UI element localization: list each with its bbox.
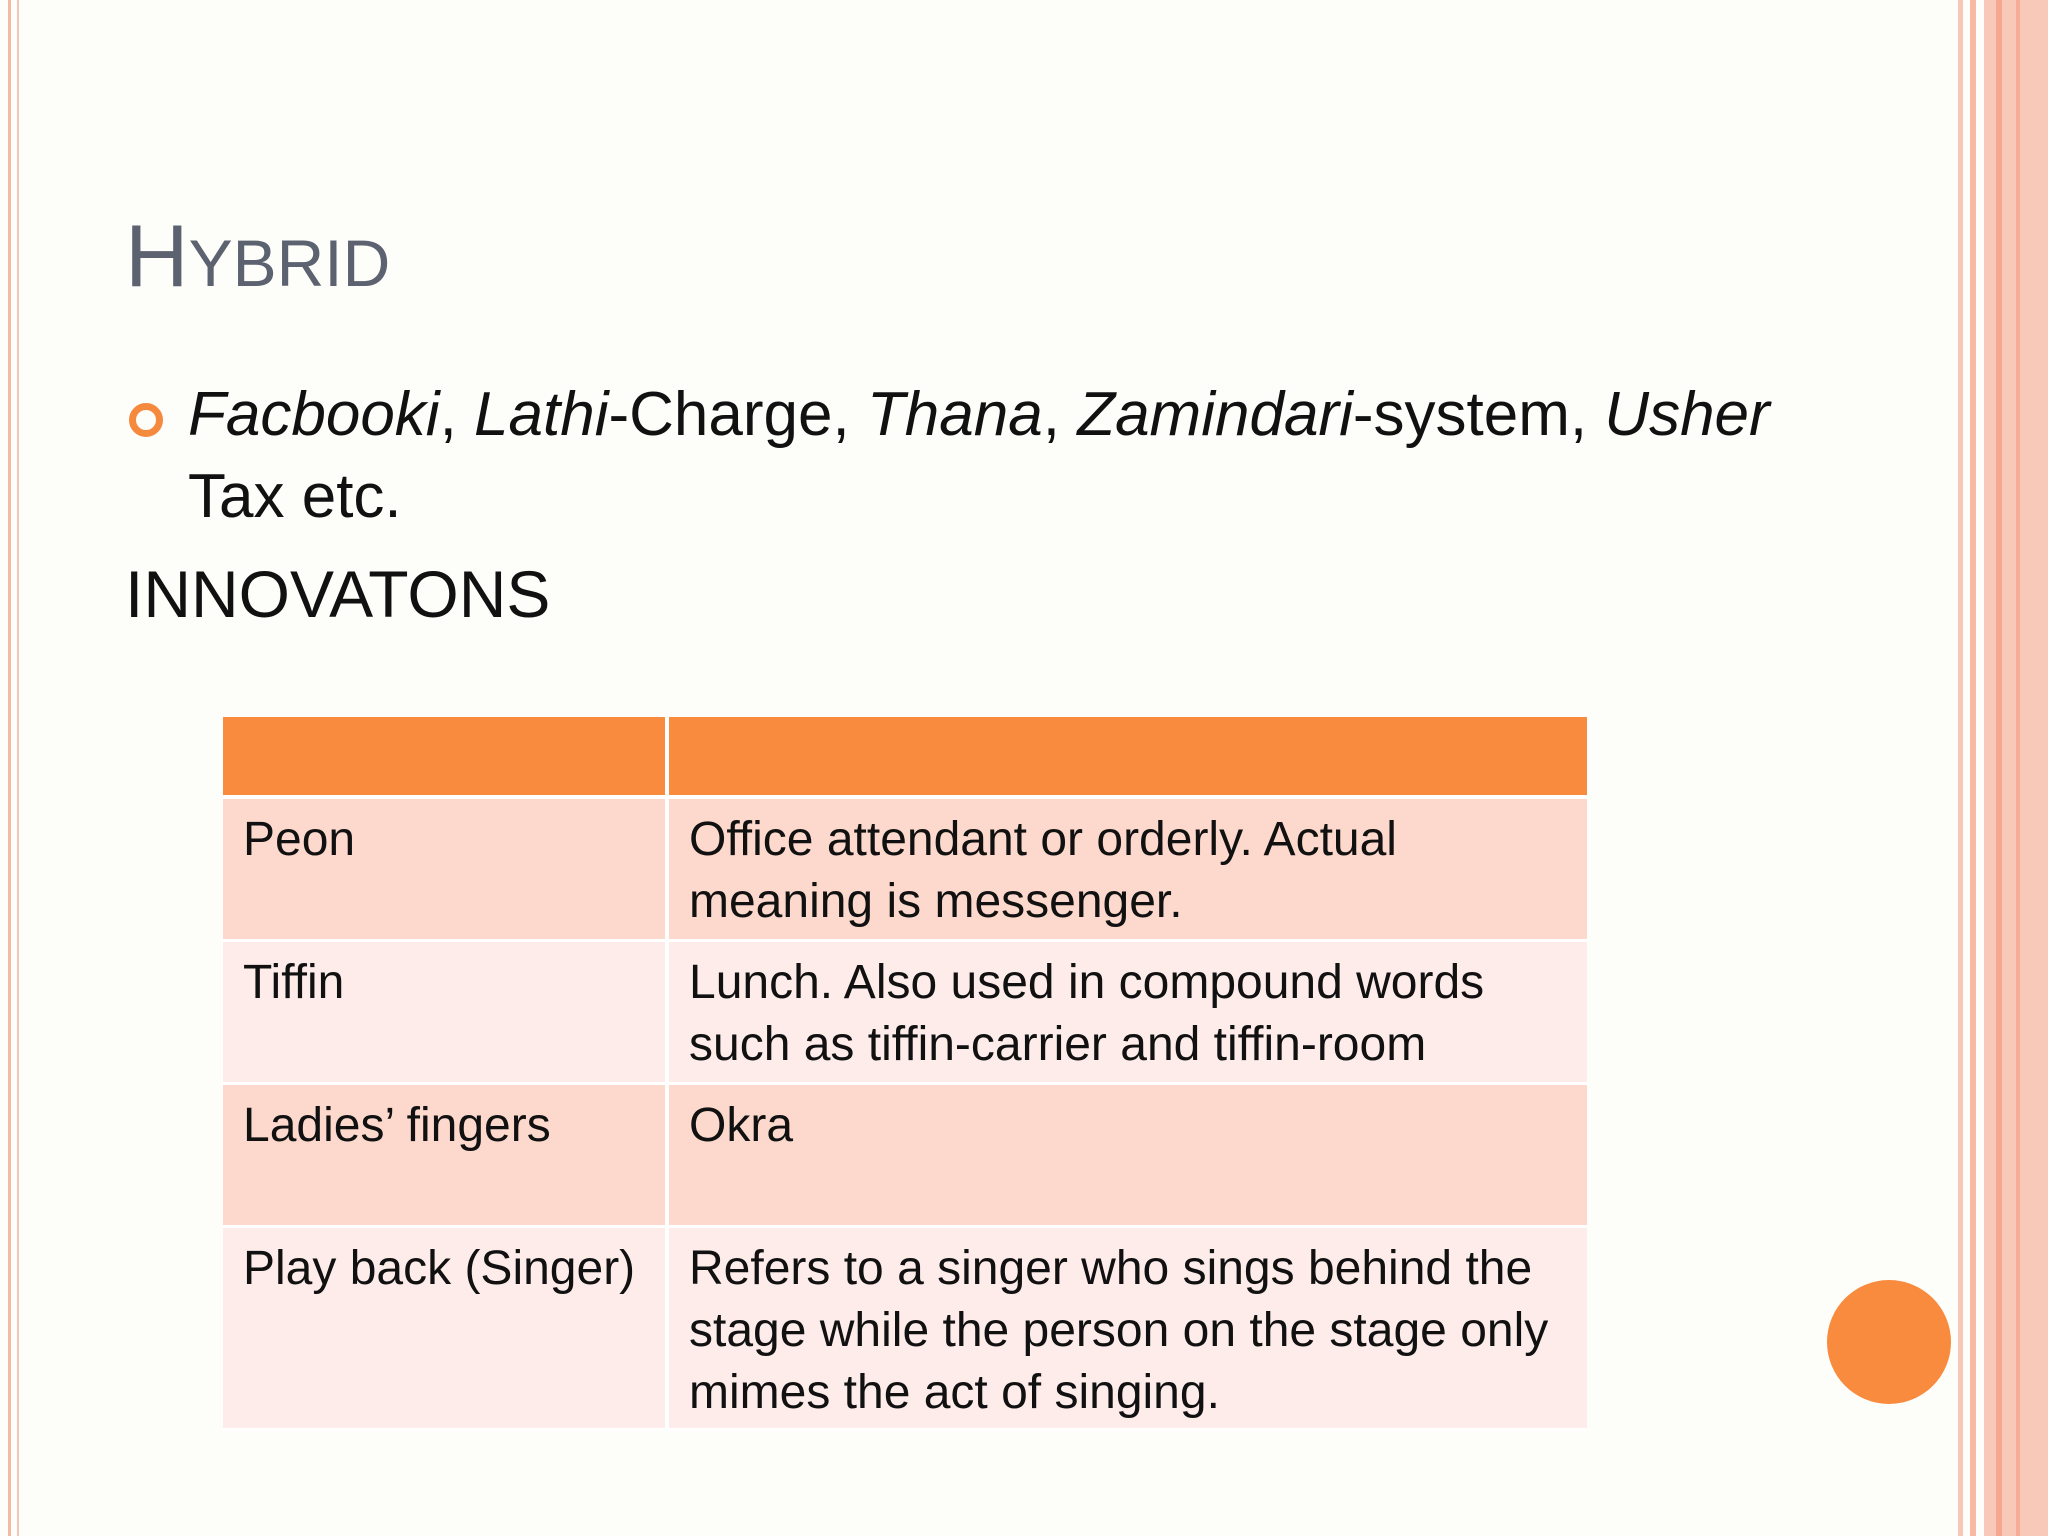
term-text: Ladies’ fingers <box>243 1099 551 1152</box>
table-header-row <box>223 717 1587 799</box>
bullet-sep-1: , <box>439 380 475 449</box>
innovations-table <box>223 717 1587 1431</box>
bullet-item <box>188 374 1788 538</box>
meaning-text: Refers to a singer who sings behind the stage while the person on the stage only mimes the act of singing. <box>689 1242 1549 1419</box>
meaning-text: Lunch. Also used in compound words such as tiffin-carrier and tiffin-room <box>689 956 1485 1071</box>
term-text: Tiffin <box>243 956 345 1009</box>
slide-title <box>125 206 391 305</box>
right-border-line-1 <box>1958 0 1963 1536</box>
table-row <box>223 1085 1587 1228</box>
meaning-text: Office attendant or orderly. Actual meaning is messenger. <box>689 813 1397 928</box>
table-cell-term <box>223 942 669 1085</box>
title-initial: H <box>125 206 189 305</box>
right-border-line-4 <box>2016 0 2020 1536</box>
bullet-sep-3: , <box>1042 380 1078 449</box>
bullet-word-usher: Usher <box>1604 380 1770 449</box>
term-text: Peon <box>243 813 356 866</box>
section-subheading: INNOVATONS <box>125 557 551 631</box>
table-cell-term <box>223 1228 669 1431</box>
bullet-sep-2: -Charge, <box>608 380 867 449</box>
table-cell-meaning <box>669 1085 1587 1228</box>
table-cell-meaning <box>669 1228 1587 1431</box>
bullet-word-facbooki: Facbooki <box>188 380 440 449</box>
bullet-sep-4: -system, <box>1352 380 1605 449</box>
bullet-sep-5: Tax etc. <box>188 462 402 531</box>
table-row <box>223 1228 1587 1431</box>
table-cell-term <box>223 799 669 942</box>
decorative-circle <box>1827 1280 1951 1404</box>
term-text: Play back (Singer) <box>243 1242 636 1295</box>
bullet-word-lathi: Lathi <box>474 380 609 449</box>
bullet-word-zamindari: Zamindari <box>1077 380 1353 449</box>
table-row <box>223 799 1587 942</box>
bullet-word-thana: Thana <box>866 380 1043 449</box>
left-border-line <box>8 0 11 1536</box>
title-rest: YBRID <box>188 226 391 300</box>
table-cell-meaning <box>669 799 1587 942</box>
table-header-cell-meaning <box>669 717 1587 799</box>
bullet-ring-icon <box>129 403 163 437</box>
table-header-cell-term <box>223 717 669 799</box>
left-border-line-inner <box>17 0 19 1536</box>
table-cell-meaning <box>669 942 1587 1085</box>
right-border-line-3 <box>1996 0 2002 1536</box>
right-border-line-2 <box>1970 0 1976 1536</box>
table-cell-term <box>223 1085 669 1228</box>
table-row <box>223 942 1587 1085</box>
meaning-text: Okra <box>689 1099 794 1152</box>
